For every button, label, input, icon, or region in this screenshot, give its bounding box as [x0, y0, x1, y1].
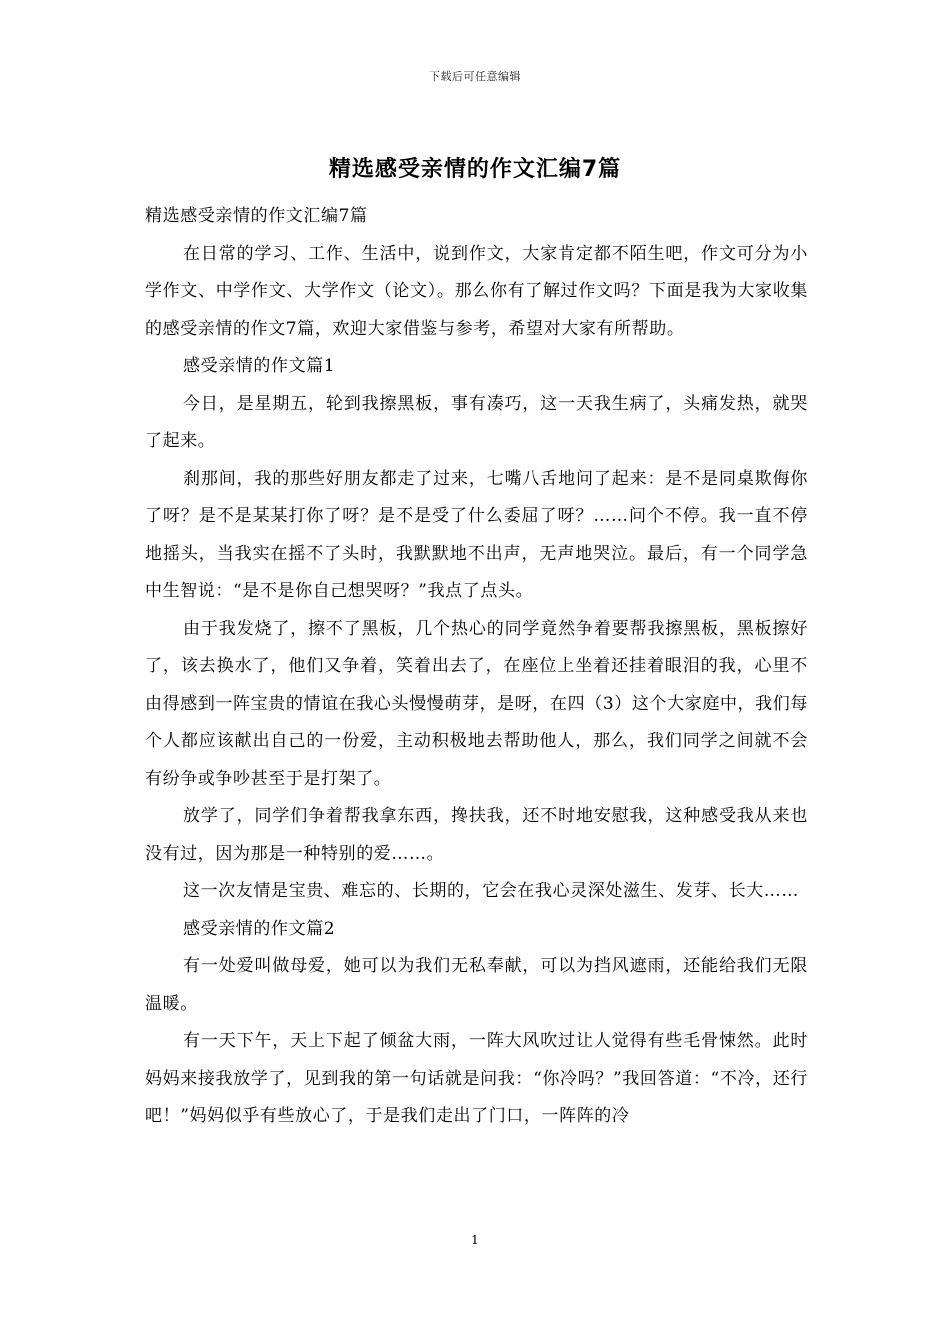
body-paragraph: 放学了，同学们争着帮我拿东西，搀扶我，还不时地安慰我，这种感受我从来也没有过，因为那是一种特别的爱……。 — [145, 806, 808, 864]
body-paragraph: 这一次友情是宝贵、难忘的、长期的，它会在我心灵深处滋生、发芽、长大…… — [183, 881, 799, 901]
body-paragraph: 有一天下午，天上下起了倾盆大雨，一阵大风吹过让人觉得有些毛骨悚然。此时妈妈来接我放学了，见到我的第一句话就是问我：“你冷吗？”我回答道：“不冷，还行吧！”妈妈似乎有些放心了，于是我们走出了门口，一阵阵的冷 — [145, 1031, 808, 1126]
section-heading-1: 感受亲情的作文篇1 — [183, 356, 336, 376]
body-paragraph: 由于我发烧了，擦不了黑板，几个热心的同学竟然争着要帮我擦黑板，黑板擦好了，该去换水了，他们又争着，笑着出去了，在座位上坐着还挂着眼泪的我，心里不由得感到一阵宝贵的情谊在我心头慢慢萌芽，是呀，在四（3）这个大家庭中，我们每个人都应该献出自己的一份爱，主动积极地去帮助他人，那么，我们同学之间就不会有纷争或争吵甚至于是打架了。 — [145, 618, 808, 789]
body-paragraph: 今日，是星期五，轮到我擦黑板，事有凑巧，这一天我生病了，头痛发热，就哭了起来。 — [145, 393, 808, 451]
intro-paragraph: 在日常的学习、工作、生活中，说到作文，大家肯定都不陌生吧，作文可分为小学作文、中学作文、大学作文（论文）。那么你有了解过作文吗？下面是我为大家收集的感受亲情的作文7篇，欢迎大家借鉴与参考，希望对大家有所帮助。 — [145, 243, 808, 339]
section-heading-2: 感受亲情的作文篇2 — [183, 918, 336, 939]
body-paragraph: 有一处爱叫做母爱，她可以为我们无私奉献，可以为挡风遮雨，还能给我们无限温暖。 — [145, 956, 808, 1014]
subtitle-paragraph: 精选感受亲情的作文汇编7篇 — [145, 206, 368, 226]
page-number: 1 — [471, 1233, 479, 1247]
document-body — [145, 198, 808, 1136]
document-title: 精选感受亲情的作文汇编7篇 — [328, 157, 622, 182]
body-paragraph: 刹那间，我的那些好朋友都走了过来，七嘴八舌地问了起来：是不是同桌欺侮你了呀？是不是某某打你了呀？是不是受了什么委屈了呀？……问个不停。我一直不停地摇头，当我实在摇不了头时，我默默地不出声，无声地哭泣。最后，有一个同学急中生智说：“是不是你自己想哭呀？”我点了点头。 — [145, 468, 808, 601]
page-header-note: 下载后可任意编辑 — [429, 70, 521, 83]
